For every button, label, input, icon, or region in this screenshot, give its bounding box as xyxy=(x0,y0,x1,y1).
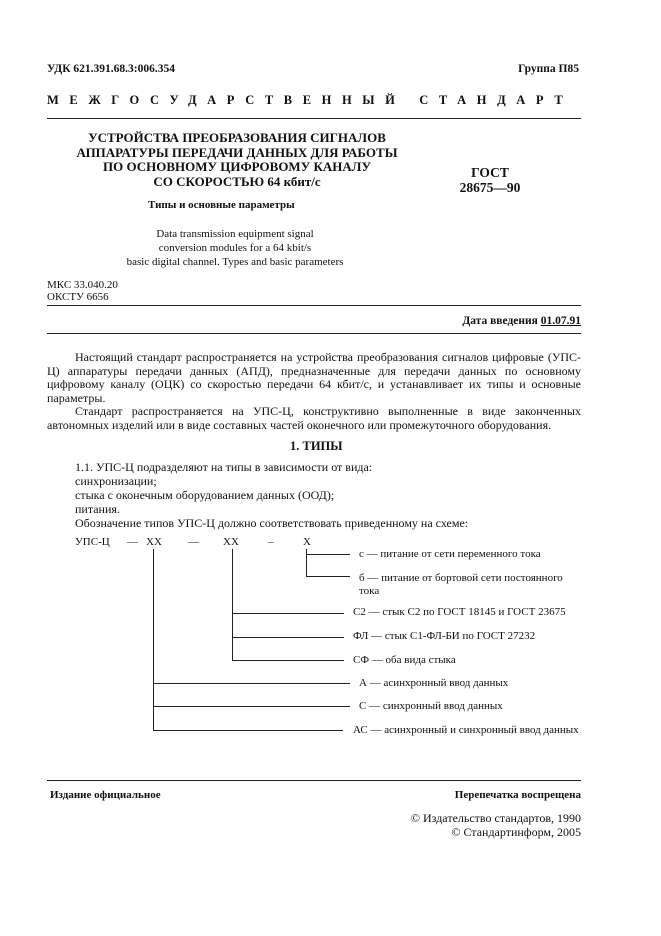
branch-line xyxy=(153,730,343,731)
option-dash: — xyxy=(371,630,383,642)
option-text: питание от бортовой сети постоянного тока xyxy=(359,572,563,597)
english-title-line: Data transmission equipment signal xyxy=(156,228,314,240)
option-code: ФЛ xyxy=(353,630,369,642)
branch-line xyxy=(232,613,344,614)
option-text: оба вида стыка xyxy=(385,654,456,666)
scheme-dash: – xyxy=(268,536,274,548)
option-code: С xyxy=(359,700,367,712)
branch-line xyxy=(153,706,350,707)
branch-line xyxy=(153,683,350,684)
section-title: 1. ТИПЫ xyxy=(290,439,343,453)
option-code: с xyxy=(359,548,364,560)
scheme-power-field: X xyxy=(303,536,311,548)
date-divider xyxy=(47,333,581,334)
scheme-intro: Обозначение типов УПС-Ц должно соответствовать приведенному на схеме: xyxy=(75,516,469,530)
scheme-interface-field: XX xyxy=(223,536,239,548)
footer-divider xyxy=(47,780,581,781)
option-code: С2 xyxy=(353,606,366,618)
intro-date-value: 01.07.91 xyxy=(540,315,581,327)
interface-connector xyxy=(232,549,233,661)
interface-option-fl xyxy=(353,630,581,643)
option-text: асинхронный ввод данных xyxy=(383,677,509,689)
document-subtitle: Типы и основные параметры xyxy=(148,199,295,211)
reprint-notice: Перепечатка воспрещена xyxy=(454,789,581,801)
option-code: АС xyxy=(353,724,368,736)
power-option-ac xyxy=(359,548,581,561)
list-item: питания. xyxy=(75,502,120,516)
option-dash: — xyxy=(369,700,381,712)
option-dash: — xyxy=(366,548,378,560)
udk-code: УДК 621.391.68.3:006.354 xyxy=(47,63,175,75)
sync-option-async xyxy=(359,677,581,690)
sync-connector xyxy=(153,549,154,731)
intro-date-label: Дата введения xyxy=(462,315,538,327)
option-text: стык С1-ФЛ-БИ по ГОСТ 27232 xyxy=(384,630,536,642)
english-title xyxy=(60,227,410,269)
title-line: АППАРАТУРЫ ПЕРЕДАЧИ ДАННЫХ ДЛЯ РАБОТЫ xyxy=(76,144,398,160)
mks-code: МКС 33.040.20 xyxy=(47,279,118,291)
official-edition: Издание официальное xyxy=(50,789,161,801)
okstu-code: ОКСТУ 6656 xyxy=(47,291,109,303)
scheme-prefix: УПС-Ц xyxy=(75,536,110,548)
option-text: асинхронный и синхронный ввод данных xyxy=(384,724,579,736)
paragraph-applicability: Стандарт распространяется на УПС-Ц, конструктивно выполненные в виде законченных автономных изделий или в виде составных частей оконечного или промежуточного оборудования. xyxy=(47,404,581,432)
title-line: ПО ОСНОВНОМУ ЦИФРОВОМУ КАНАЛУ xyxy=(102,159,372,174)
codes-divider xyxy=(47,305,581,306)
branch-line xyxy=(232,637,344,638)
scheme-sync-field: XX xyxy=(146,536,162,548)
paragraph-scope: Настоящий стандарт распространяется на устройства преобразования сигналов цифровые (УПС-Ц) аппаратуры передачи данных (АПД), предназначенные для передачи данных по основному цифровому каналу (ОЦК) со скоростью передачи 64 кбит/с, и устанавливает их типы и основные параметры. xyxy=(47,350,581,405)
branch-line xyxy=(306,554,350,555)
intro-date xyxy=(462,315,581,327)
option-code: СФ xyxy=(353,654,370,666)
option-dash: — xyxy=(369,677,381,689)
option-code: б xyxy=(359,572,365,584)
list-item: синхронизации; xyxy=(75,474,157,488)
branch-line xyxy=(232,660,344,661)
sync-option-sync xyxy=(359,700,581,713)
title-line: СО СКОРОСТЬЮ 64 кбит/с xyxy=(153,173,321,189)
gost-number: 28675—90 xyxy=(459,180,521,195)
gost-designation xyxy=(455,165,525,195)
branch-line xyxy=(306,576,350,577)
scheme-dash: — xyxy=(127,536,138,548)
option-code: А xyxy=(359,677,367,689)
scheme-dash: — xyxy=(188,536,199,548)
header-divider xyxy=(47,118,581,119)
copyright-1990: © Издательство стандартов, 1990 xyxy=(410,811,581,825)
option-dash: — xyxy=(368,606,380,618)
document-title xyxy=(47,131,427,189)
group-code: Группа П85 xyxy=(518,63,579,75)
option-text: стык С2 по ГОСТ 18145 и ГОСТ 23675 xyxy=(382,606,566,618)
english-title-line: basic digital channel. Types and basic parameters xyxy=(126,256,344,268)
power-option-dc xyxy=(359,572,581,597)
option-text: синхронный ввод данных xyxy=(382,700,503,712)
option-dash: — xyxy=(367,572,379,584)
list-item: стыка с оконечным оборудованием данных (ООД); xyxy=(75,488,335,502)
clause-1-1: 1.1. УПС-Ц подразделяют на типы в зависимости от вида: xyxy=(75,460,373,474)
english-title-line: conversion modules for a 64 kbit/s xyxy=(158,242,312,254)
interface-option-sf xyxy=(353,654,581,667)
option-text: питание от сети переменного тока xyxy=(380,548,541,560)
option-dash: — xyxy=(370,724,382,736)
title-line: УСТРОЙСТВА ПРЕОБРАЗОВАНИЯ СИГНАЛОВ xyxy=(88,130,386,145)
sync-option-both xyxy=(353,724,581,737)
gost-label: ГОСТ xyxy=(471,165,509,180)
option-dash: — xyxy=(371,654,383,666)
interface-option-c2 xyxy=(353,606,581,619)
standard-type-heading: МЕЖГОСУДАРСТВЕННЫЙ СТАНДАРТ xyxy=(47,93,574,107)
copyright-2005: © Стандартинформ, 2005 xyxy=(451,825,581,839)
